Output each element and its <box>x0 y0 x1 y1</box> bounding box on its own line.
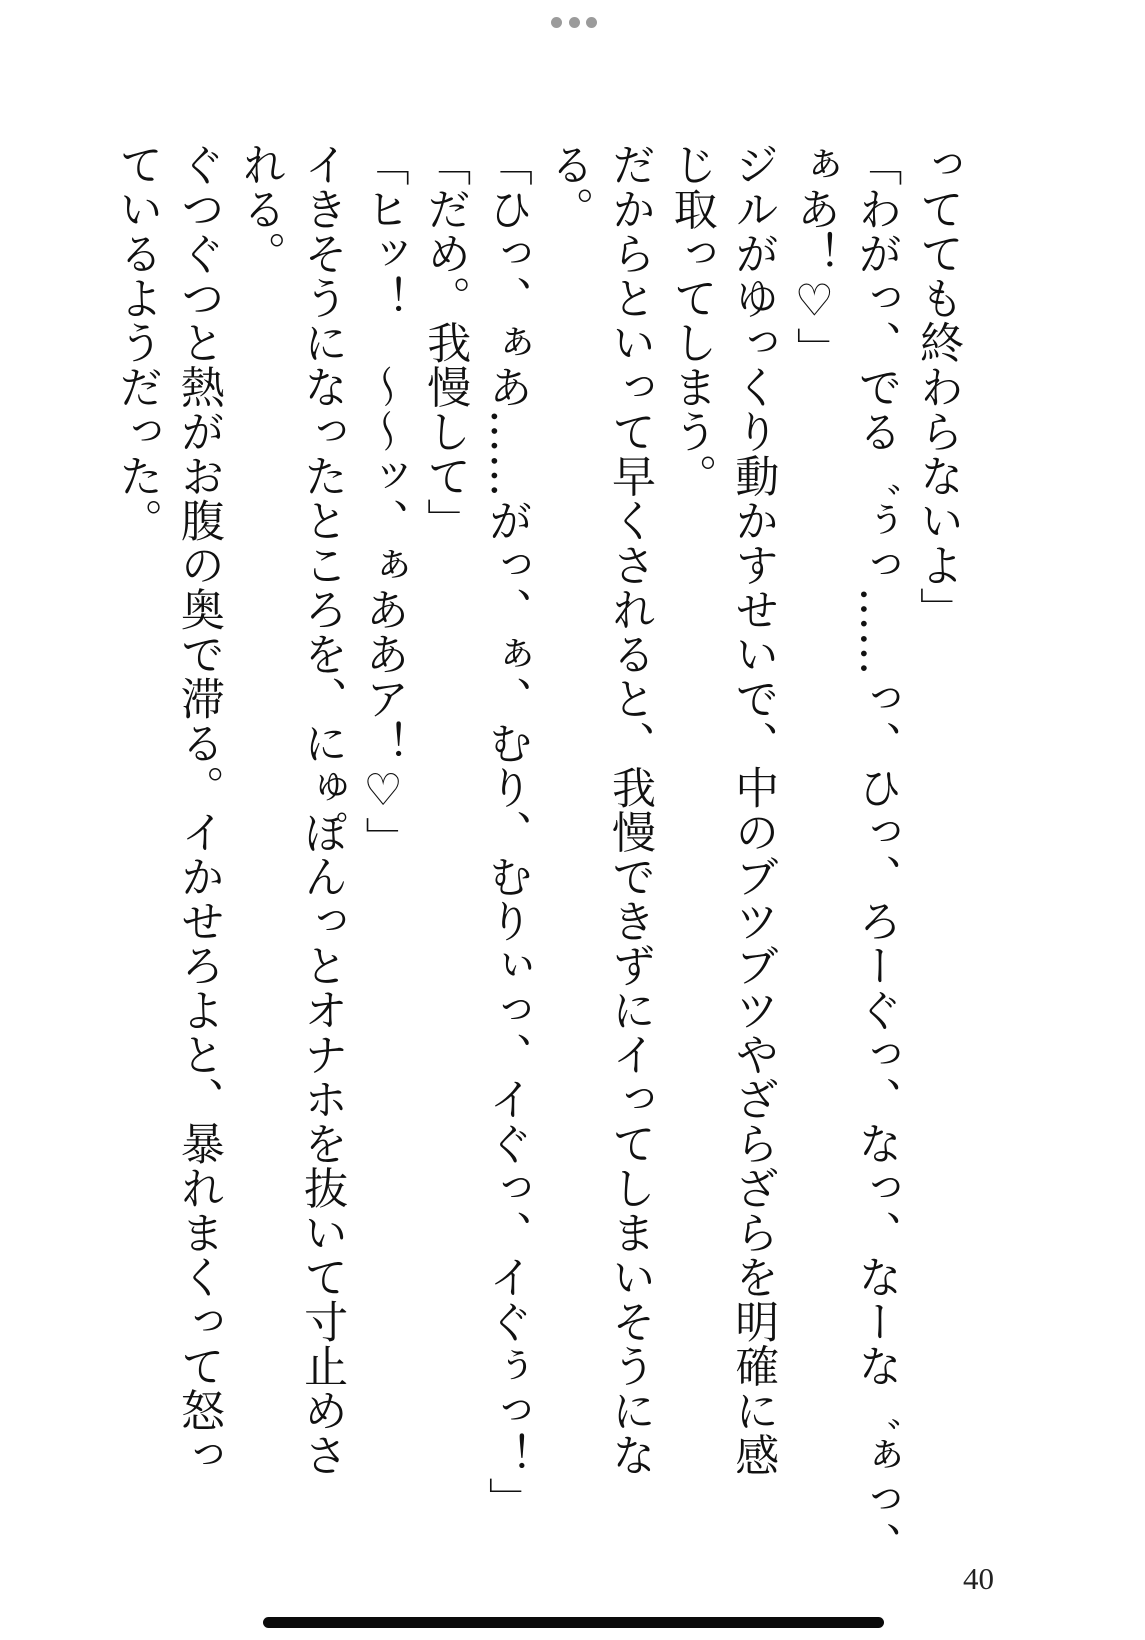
text-line: イきそうになったところを、にゅぽんっとオナホを抜いて寸止めさ <box>296 142 348 1477</box>
home-indicator[interactable] <box>263 1617 884 1628</box>
text-line: だからといって早くされると、我慢できずにイってしまいそうにな <box>604 142 656 1477</box>
vertical-text-body <box>106 142 968 1566</box>
text-line: ぐつぐつと熱がお腹の奥で滞る。イかせろよと、暴れまくって怒っ <box>172 142 224 1477</box>
text-line: じ取ってしまう。 <box>665 142 717 498</box>
menu-dot <box>586 17 597 28</box>
text-line: 「ヒッ！ ～～ッ、ぁああア！♡」 <box>357 142 409 861</box>
page-number: 40 <box>963 1561 994 1596</box>
text-line: 「ひっ、ぁあ……がっ、ぁ、むり、むりぃっ、イぐっ、イぐぅっ！」 <box>480 142 532 1522</box>
text-line: る。 <box>542 142 594 231</box>
text-line: ジルがゆっくり動かすせいで、中のブツブツやざらざらを明確に感 <box>727 142 779 1477</box>
menu-dot <box>551 17 562 28</box>
text-line: 「わがっ、でる゛ぅっ……っ、ひっ、ろーぐっ、なっ、なーな゛ぁっ、 <box>850 142 902 1566</box>
text-line: 「だめ。我慢して」 <box>419 142 471 543</box>
text-line: ってても終わらないよ」 <box>912 142 963 632</box>
text-line: れる。 <box>234 142 286 276</box>
menu-dot <box>569 17 580 28</box>
text-line: ぁあ！♡」 <box>788 142 840 372</box>
text-line: ているようだった。 <box>111 142 163 543</box>
more-dots-icon[interactable] <box>551 15 597 29</box>
